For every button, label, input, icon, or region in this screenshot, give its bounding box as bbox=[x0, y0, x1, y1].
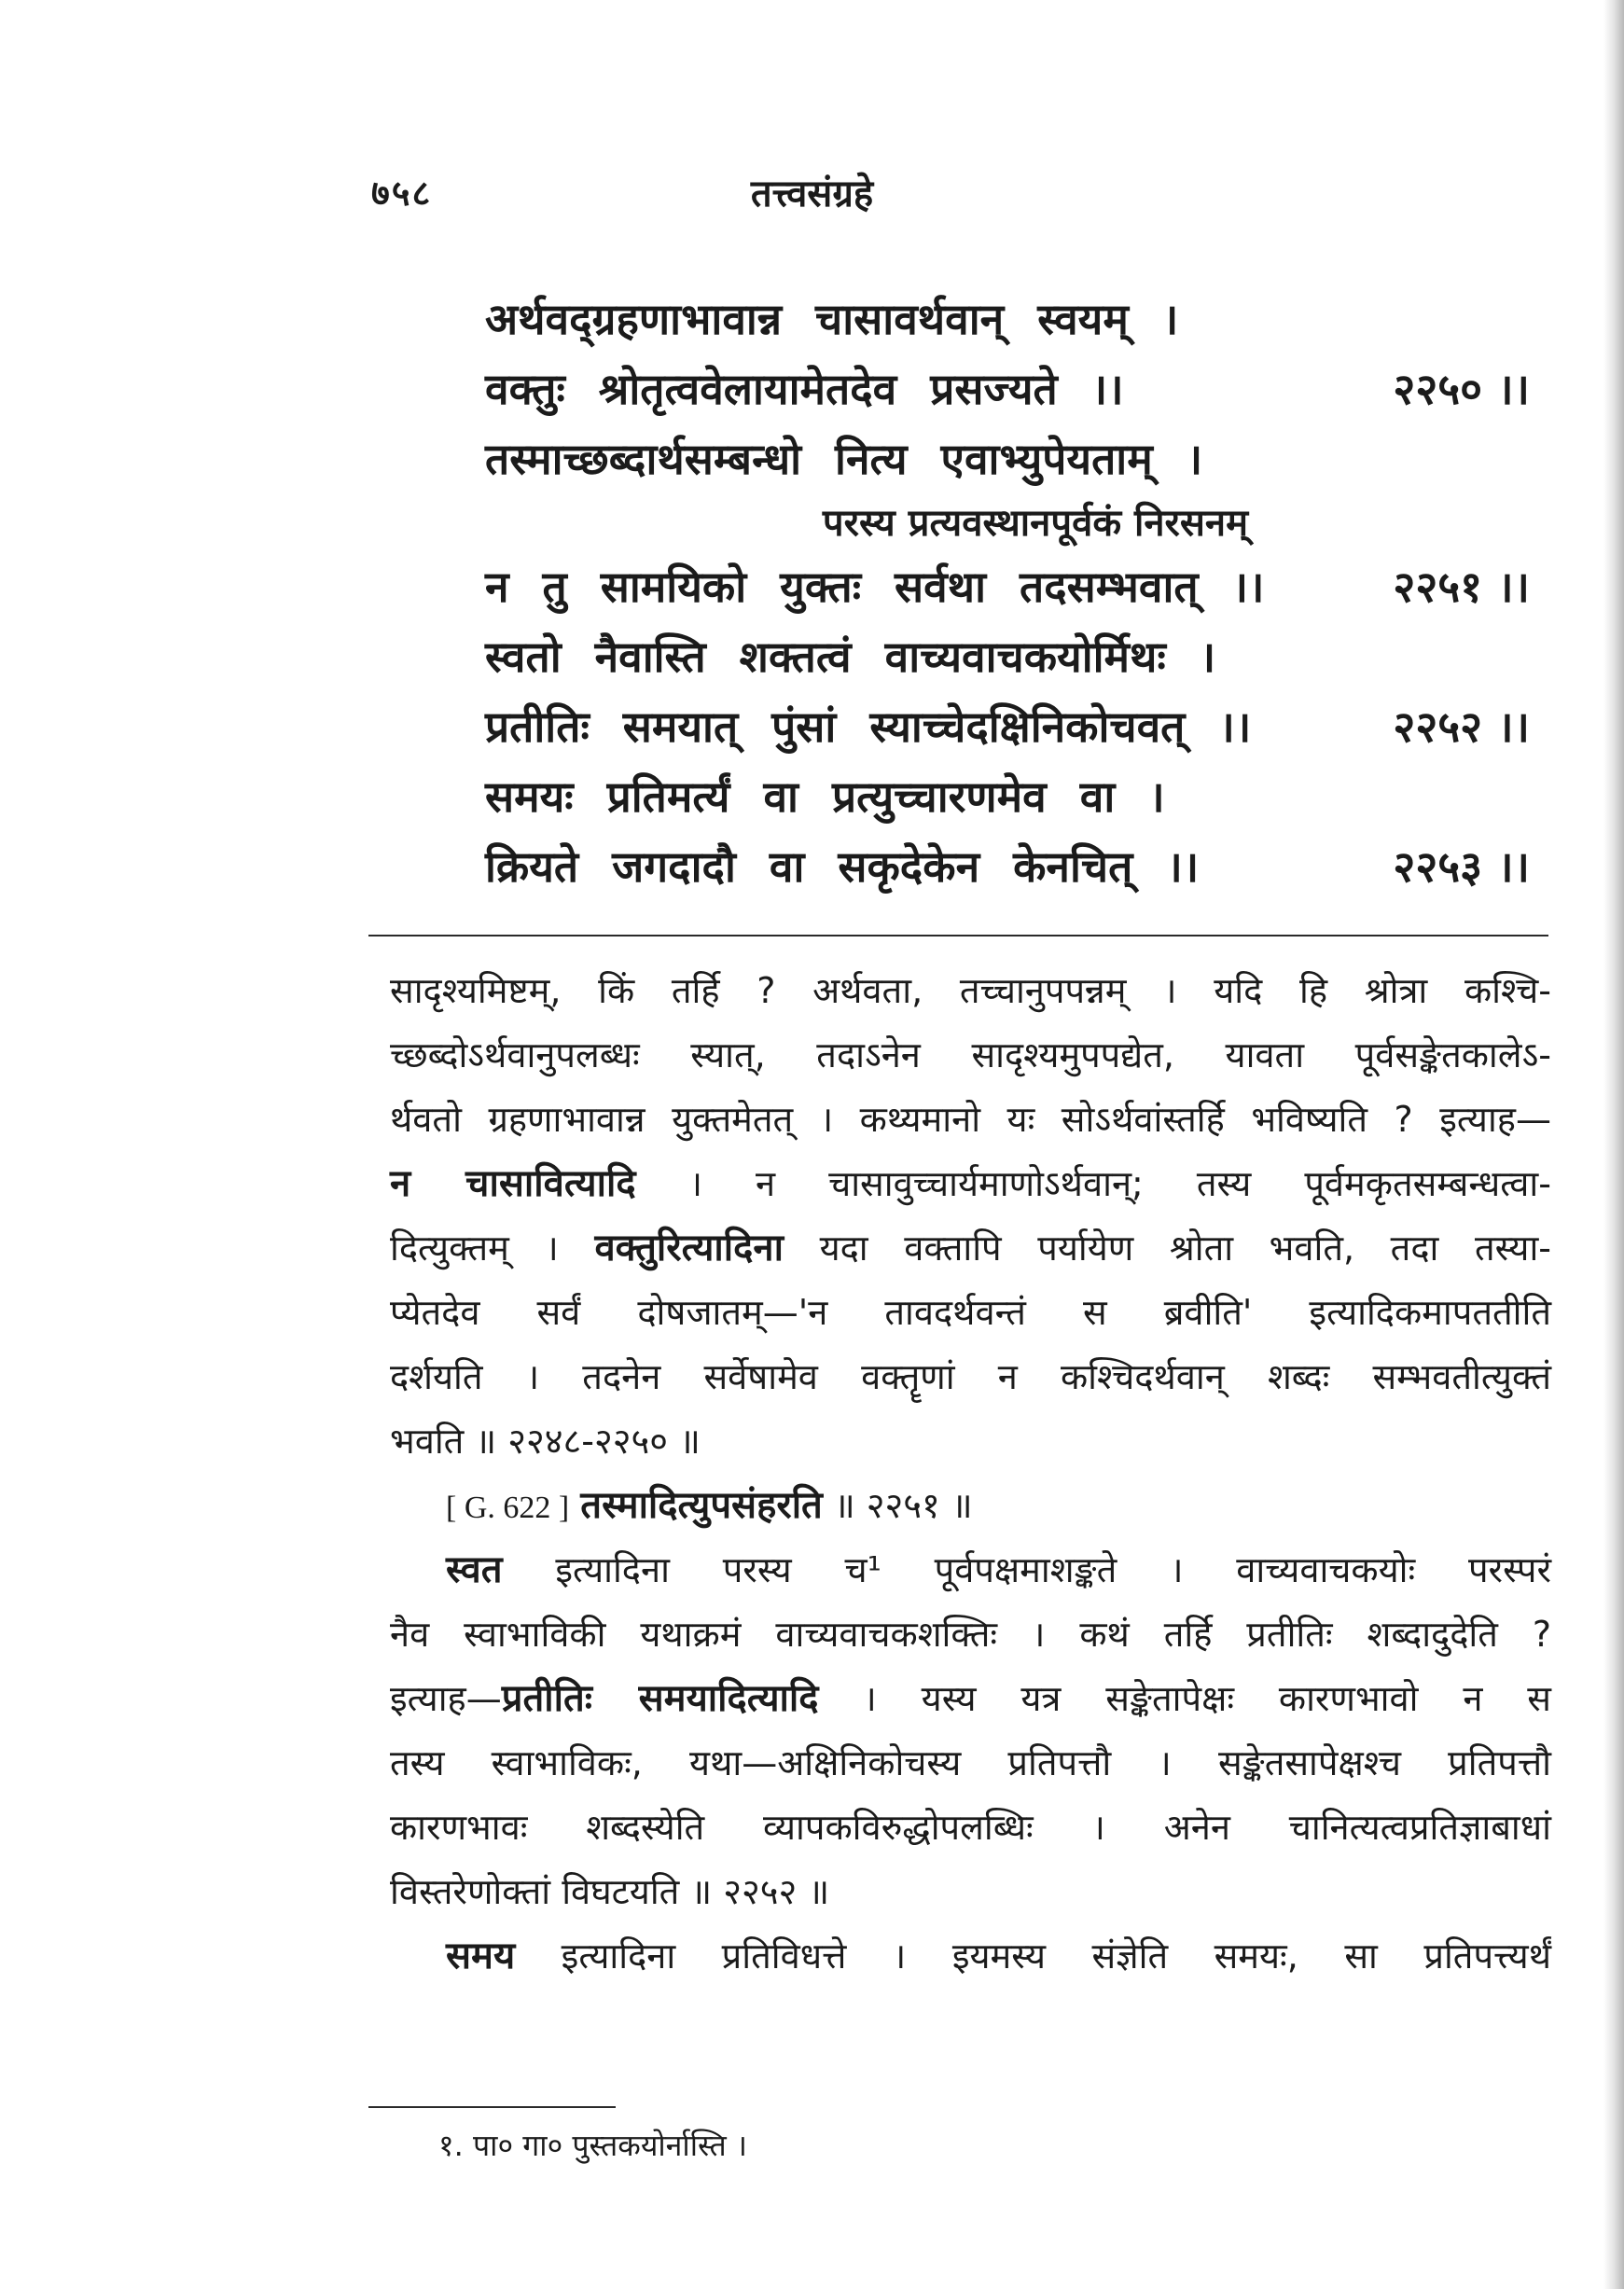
verse-line bbox=[485, 622, 1530, 692]
commentary-text: । न चासावुच्चार्यमाणोऽर्थवान्; तस्य पूर्वमकृतसम्बन्धत्वा- bbox=[635, 1163, 1551, 1204]
commentary-text: इत्यादिना प्रतिविधत्ते । इयमस्य संज्ञेति समयः, सा प्रतिपत्त्यर्थं bbox=[515, 1935, 1551, 1977]
verse-number: २२५१ ।। bbox=[1393, 562, 1530, 612]
pratika-bold: प्रतीतिः समयादित्यादि bbox=[501, 1677, 819, 1720]
footnote-divider bbox=[368, 2106, 616, 2108]
commentary-text: इत्यादिना परस्य च¹ पूर्वपक्षमाशङ्कते । वाच्यवाचकयोः परस्परं bbox=[502, 1549, 1551, 1590]
pratika-bold: समय bbox=[446, 1935, 516, 1977]
verse-number: २२५० ।। bbox=[1393, 364, 1530, 414]
commentary-text: दित्युक्तम् । bbox=[390, 1228, 595, 1269]
commentary-text: यदा वक्तापि पर्यायेण श्रोता भवति, तदा तस्या- bbox=[783, 1228, 1551, 1269]
page-spine-shadow bbox=[1603, 0, 1624, 2289]
verse-line bbox=[485, 692, 1530, 762]
verse-text: वक्तुः श्रोतृत्ववेलायामेतदेव प्रसज्यते ।। bbox=[485, 364, 1124, 414]
running-title: तत्त्वसंग्रहे bbox=[750, 173, 874, 215]
commentary-line: विस्तरेणोक्तां विघटयति ॥ २२५२ ॥ bbox=[390, 1871, 830, 1912]
commentary-line bbox=[390, 1667, 1551, 1731]
verse-block bbox=[485, 284, 1530, 902]
commentary-line bbox=[390, 1538, 1551, 1602]
verse-commentary-divider bbox=[368, 935, 1548, 936]
commentary-line: प्येतदेव सर्वं दोषजातम्—'न तावदर्थवन्तं स ब्रवीति' इत्यादिकमापततीति bbox=[390, 1292, 1551, 1333]
pratika-bold: स्वत bbox=[446, 1548, 503, 1591]
pratika-bold: वक्तुरित्यादिना bbox=[594, 1227, 784, 1269]
verse-line bbox=[485, 832, 1530, 902]
commentary-text: ॥ २२५१ ॥ bbox=[822, 1485, 973, 1526]
commentary-line bbox=[390, 1924, 1551, 1989]
commentary-line: च्छब्दोऽर्थवानुपलब्धः स्यात्, तदाऽनेन सादृश्यमुपपद्येत, यावता पूर्वसङ्केतकालेऽ- bbox=[390, 1034, 1551, 1075]
commentary-line bbox=[390, 1474, 1551, 1538]
verse-text: न तु सामयिको युक्तः सर्वथा तदसम्भवात् ।। bbox=[485, 562, 1265, 612]
commentary-line: भवति ॥ २२४८-२२५० ॥ bbox=[390, 1421, 701, 1462]
verse-text: तस्माच्छब्दार्थसम्बन्धो नित्य एवाभ्युपेयताम् । bbox=[485, 434, 1203, 484]
verse-line bbox=[485, 552, 1530, 622]
verse-line bbox=[485, 762, 1530, 832]
commentary-line bbox=[390, 1216, 1551, 1281]
commentary-line bbox=[390, 1152, 1551, 1216]
gaekwad-page-ref: [ G. 622 ] bbox=[446, 1491, 570, 1525]
commentary-line: तस्य स्वाभाविकः, यथा—अक्षिनिकोचस्य प्रतिपत्तौ । सङ्केतसापेक्षश्च प्रतिपत्तौ bbox=[390, 1742, 1551, 1783]
section-heading: परस्य प्रत्यवस्थानपूर्वकं निरसनम् bbox=[822, 502, 1249, 545]
verse-text: समयः प्रतिमर्त्यं वा प्रत्युच्चारणमेव वा । bbox=[485, 771, 1165, 822]
verse-number: २२५२ ।। bbox=[1393, 701, 1530, 752]
commentary-line: दर्शयति । तदनेन सर्वेषामेव वक्तॄणां न कश्चिदर्थवान् शब्दः सम्भवतीत्युक्तं bbox=[390, 1356, 1551, 1397]
commentary-line: र्थवतो ग्रहणाभावान्न युक्तमेतत् । कथ्यमानो यः सोऽर्थवांस्तर्हि भविष्यति ? इत्याह— bbox=[390, 1099, 1551, 1140]
footnote: १. पा० गा० पुस्तकयोर्नास्ति । bbox=[438, 2128, 747, 2163]
page-number: ७५८ bbox=[371, 173, 433, 214]
commentary-block bbox=[390, 959, 1551, 1989]
verse-text: स्वतो नैवास्ति शक्तत्वं वाच्यवाचकयोर्मिथः । bbox=[485, 631, 1216, 682]
verse-text: प्रतीतिः समयात् पुंसां स्याच्चेदक्षिनिकोचवत् ।। bbox=[485, 701, 1252, 752]
pratika-bold: न चासावित्यादि bbox=[390, 1162, 636, 1205]
verse-number: २२५३ ।। bbox=[1393, 841, 1530, 892]
verse-line bbox=[485, 354, 1530, 424]
verse-text: अर्थवद्ग्रहणाभावान्न चासावर्थवान् स्वयम् । bbox=[485, 294, 1179, 344]
commentary-line: सादृश्यमिष्टम्, किं तर्हि ? अर्थवता, तच्चानुपपन्नम् । यदि हि श्रोत्रा कश्चि- bbox=[390, 970, 1551, 1011]
commentary-text: । यस्य यत्र सङ्केतापेक्षः कारणभावो न स bbox=[818, 1678, 1551, 1719]
pratika-bold: तस्मादित्युपसंहरति bbox=[580, 1484, 823, 1527]
commentary-line: नैव स्वाभाविकी यथाक्रमं वाच्यवाचकशक्तिः । कथं तर्हि प्रतीतिः शब्दादुदेति ? bbox=[390, 1614, 1551, 1655]
commentary-text: इत्याह— bbox=[390, 1678, 502, 1719]
verse-line bbox=[485, 284, 1530, 354]
verse-line bbox=[485, 424, 1530, 494]
commentary-line: कारणभावः शब्दस्येति व्यापकविरुद्धोपलब्धिः । अनेन चानित्यत्वप्रतिज्ञाबाधां bbox=[390, 1807, 1551, 1848]
verse-text: क्रियते जगदादौ वा सकृदेकेन केनचित् ।। bbox=[485, 841, 1200, 892]
